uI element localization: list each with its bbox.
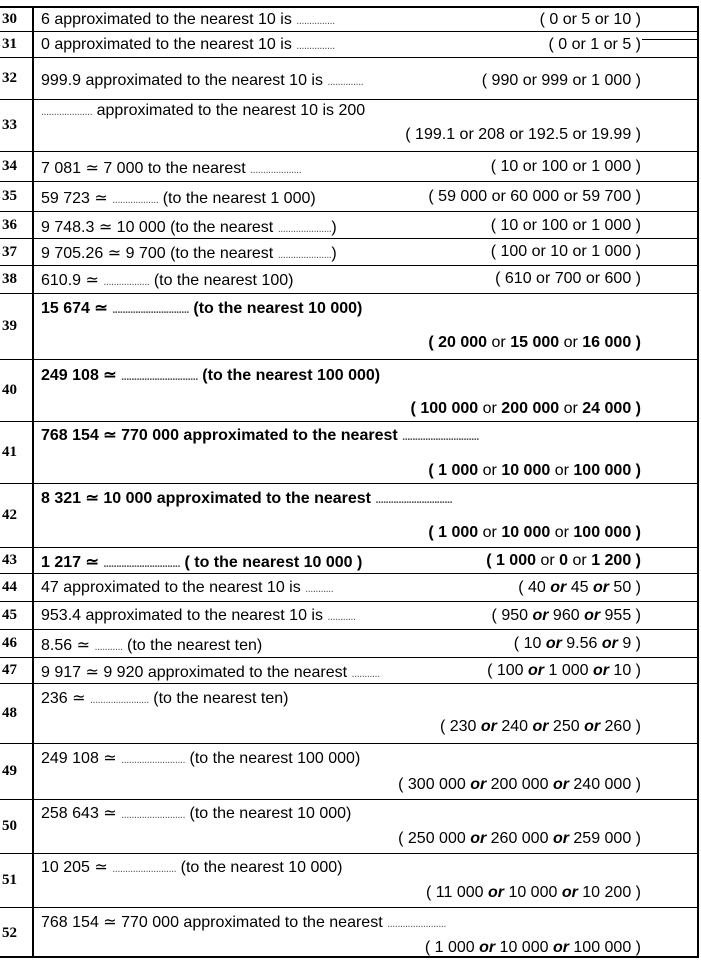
question-text: 59 723 ≃ .................. (to the nearest 1 000): [41, 190, 316, 207]
question-text: 8 321 ≃ 10 000 approximated to the nearest ..............................: [41, 490, 453, 507]
question-row: [0, 574, 699, 602]
question-text: 10 205 ≃ ......................... (to the nearest 10 000): [41, 859, 343, 876]
question-number: 39: [0, 294, 34, 359]
question-number: 52: [0, 908, 34, 958]
question-row: [0, 422, 699, 484]
question-number: 48: [0, 684, 34, 743]
question-row: [0, 658, 699, 684]
question-number: 38: [0, 266, 34, 293]
question-text: 1 217 ≃ .............................. ( to the nearest 10 000 ): [41, 554, 363, 571]
question-number: 44: [0, 574, 34, 601]
choices: ( 1 000 or 10 000 or 100 000 ): [424, 939, 641, 956]
choices: ( 40 or 45 or 50 ): [518, 579, 641, 596]
choices: ( 300 000 or 200 000 or 240 000 ): [398, 776, 641, 793]
question-text: 999.9 approximated to the nearest 10 is ..............: [41, 72, 364, 89]
question-row: [0, 908, 699, 958]
question-text: 768 154 ≃ 770 000 approximated to the nearest ..............................: [41, 427, 479, 444]
question-row: [0, 152, 699, 182]
question-row: [0, 630, 699, 658]
question-number: 33: [0, 100, 34, 151]
question-text: 249 108 ≃ ......................... (to the nearest 100 000): [41, 750, 361, 767]
question-number: 50: [0, 800, 34, 853]
question-row: [0, 239, 699, 266]
choices: ( 10 or 9.56 or 9 ): [513, 635, 641, 652]
choices: ( 100 000 or 200 000 or 24 000 ): [410, 400, 641, 417]
question-text: 8.56 ≃ ........... (to the nearest ten): [41, 637, 263, 654]
question-text: 9 917 ≃ 9 920 approximated to the nearest ...........: [41, 664, 380, 681]
exercise-sheet: [0, 6, 699, 958]
choices: ( 10 or 100 or 1 000 ): [490, 217, 641, 234]
choices: ( 1 000 or 0 or 1 200 ): [486, 552, 641, 569]
choices: ( 1 000 or 10 000 or 100 000 ): [428, 462, 641, 479]
question-row: [0, 100, 699, 152]
question-row: [0, 684, 699, 744]
question-text: 9 705.26 ≃ 9 700 (to the nearest .....................): [41, 245, 337, 262]
question-row: [0, 548, 699, 574]
question-row: [0, 484, 699, 548]
question-row: [0, 744, 699, 800]
question-number: 41: [0, 422, 34, 483]
question-number: 31: [0, 32, 34, 57]
question-number: 45: [0, 602, 34, 629]
question-number: 32: [0, 58, 34, 99]
question-row: [0, 854, 699, 908]
question-number: 37: [0, 239, 34, 265]
question-number: 40: [0, 360, 34, 421]
question-text: 0 approximated to the nearest 10 is ...............: [41, 36, 335, 53]
question-number: 36: [0, 212, 34, 238]
question-text: 249 108 ≃ .............................. (to the nearest 100 000): [41, 367, 381, 384]
choices: ( 0 or 1 or 5 ): [548, 36, 641, 53]
question-text: 15 674 ≃ .............................. (to the nearest 10 000): [41, 300, 363, 317]
question-row: [0, 212, 699, 239]
question-row: [0, 58, 699, 100]
question-row: [0, 32, 699, 58]
choices: ( 230 or 240 or 250 or 260 ): [439, 718, 641, 735]
question-text: 7 081 ≃ 7 000 to the nearest ....................: [41, 160, 302, 177]
question-row: [0, 800, 699, 854]
question-row: [0, 8, 699, 32]
question-number: 49: [0, 744, 34, 799]
choices: ( 1 000 or 10 000 or 100 000 ): [428, 524, 641, 541]
choices: ( 950 or 960 or 955 ): [491, 607, 641, 624]
question-number: 51: [0, 854, 34, 907]
question-number: 34: [0, 152, 34, 181]
question-text: 236 ≃ ....................... (to the nearest ten): [41, 690, 289, 707]
question-text: 953.4 approximated to the nearest 10 is ...........: [41, 607, 356, 624]
choices: ( 11 000 or 10 000 or 10 200 ): [426, 884, 641, 901]
question-number: 35: [0, 182, 34, 211]
choices: ( 20 000 or 15 000 or 16 000 ): [428, 334, 641, 351]
question-text: 258 643 ≃ ......................... (to the nearest 10 000): [41, 805, 352, 822]
question-row: [0, 266, 699, 294]
question-number: 43: [0, 548, 34, 573]
choices: ( 990 or 999 or 1 000 ): [481, 72, 641, 89]
choices: ( 0 or 5 or 10 ): [539, 11, 641, 28]
question-text: 6 approximated to the nearest 10 is ...............: [41, 11, 335, 28]
question-number: 46: [0, 630, 34, 657]
question-row: [0, 360, 699, 422]
choices: ( 100 or 1 000 or 10 ): [487, 662, 641, 679]
question-number: 30: [0, 8, 34, 31]
choices: ( 100 or 10 or 1 000 ): [490, 243, 641, 260]
question-number: 47: [0, 658, 34, 683]
question-text: 47 approximated to the nearest 10 is ...........: [41, 579, 334, 596]
question-text: .................... approximated to the nearest 10 is 200: [41, 102, 366, 119]
question-text: 610.9 ≃ .................. (to the nearest 100): [41, 272, 294, 289]
choices: ( 610 or 700 or 600 ): [495, 270, 641, 287]
choices: ( 199.1 or 208 or 192.5 or 19.99 ): [405, 126, 641, 143]
question-number: 42: [0, 484, 34, 547]
question-text: 768 154 ≃ 770 000 approximated to the nearest .......................: [41, 914, 446, 931]
question-row: [0, 602, 699, 630]
choices: ( 59 000 or 60 000 or 59 700 ): [428, 188, 641, 205]
question-text: 9 748.3 ≃ 10 000 (to the nearest .....................): [41, 219, 337, 236]
choices: ( 250 000 or 260 000 or 259 000 ): [398, 830, 641, 847]
question-row: [0, 294, 699, 360]
choices: ( 10 or 100 or 1 000 ): [490, 158, 641, 175]
question-row: [0, 182, 699, 212]
